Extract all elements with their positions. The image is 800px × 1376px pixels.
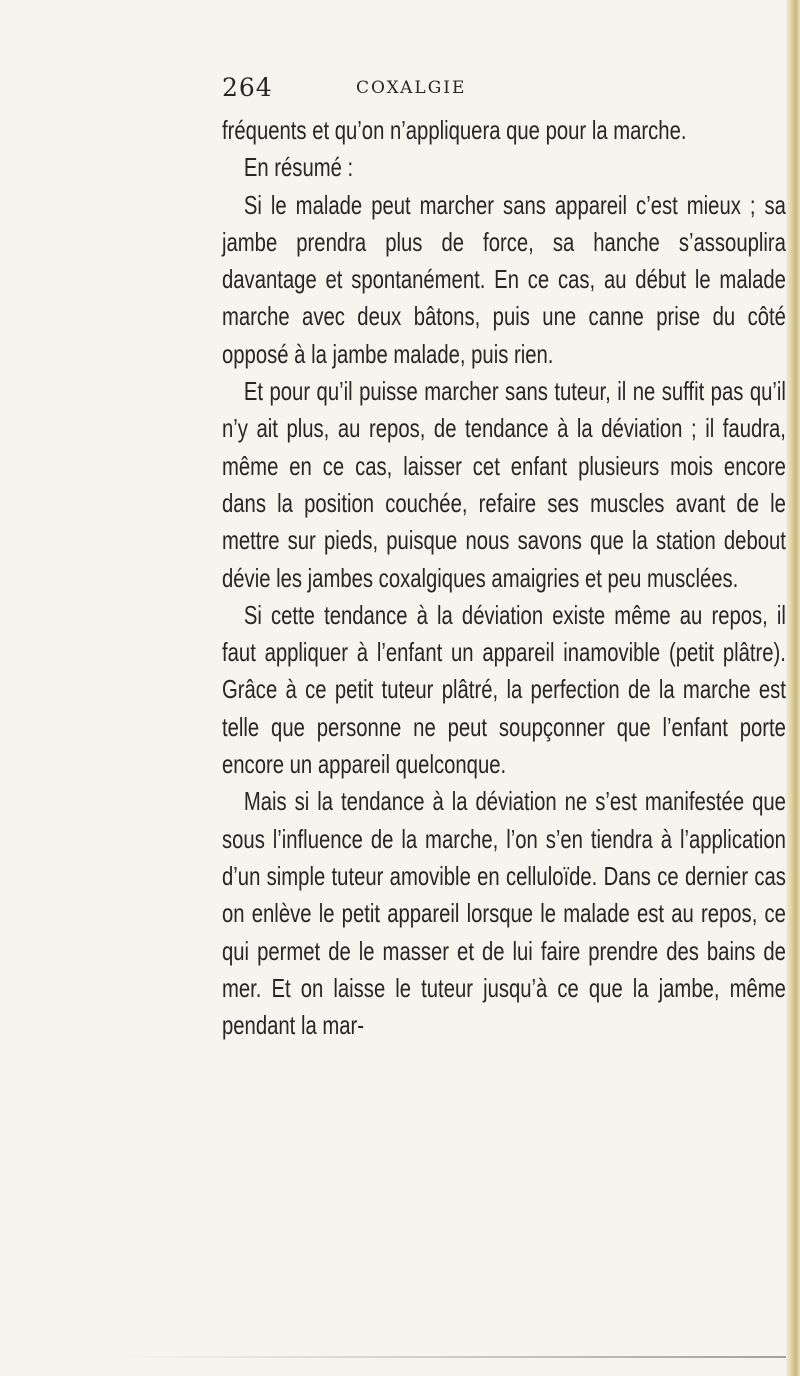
paragraph: Et pour qu’il puisse marcher sans tuteur, il ne suffit pas qu’il n’y ait plus, au repos, de tendance à la déviation ; il faudra, même en ce cas, laisser cet enfant plusieurs mois encore dans la position couchée, refaire ses muscles avant de le mettre sur pieds, puisque nous savons que la station debout dévie les jambes coxalgiques amaigries et peu musclées. [222, 376, 786, 593]
paragraph: Mais si la tendance à la déviation ne s’est manifestée que sous l’influence de la marche, l’on s’en tiendra à l’application d’un simple tuteur amovible en celluloïde. Dans ce dernier cas on enlève le petit appareil lorsque le malade est au repos, ce qui permet de le masser et de lui faire prendre des bains de mer. Et on laisse le tuteur jusqu’à ce que la jambe, même pendant la mar- [222, 786, 786, 1041]
page-number: 264 [222, 73, 273, 102]
paragraph: Si le malade peut marcher sans appareil c’est mieux ; sa jambe prendra plus de force, sa hanche s’assouplira davantage et spontanément. En ce cas, au début le malade marche avec deux bâtons, puis une canne prise du côté opposé à la jambe malade, puis rien. [222, 189, 786, 369]
running-head: COXALGIE [356, 78, 467, 98]
body-text [222, 112, 786, 1044]
page-edge [786, 0, 800, 1376]
paragraph: fréquents et qu’on n’appliquera que pour la marche. [222, 115, 687, 145]
page-bottom-shadow [120, 1356, 800, 1358]
paragraph: Si cette tendance à la déviation existe même au repos, il faut appliquer à l’enfant un appareil inamovible (petit plâtre). Grâce à ce petit tuteur plâtré, la perfection de la marche est telle que personne ne peut soupçonner que l’enfant porte encore un appareil quelconque. [222, 599, 786, 780]
page-header [222, 73, 782, 107]
paragraph: En résumé : [243, 152, 354, 183]
